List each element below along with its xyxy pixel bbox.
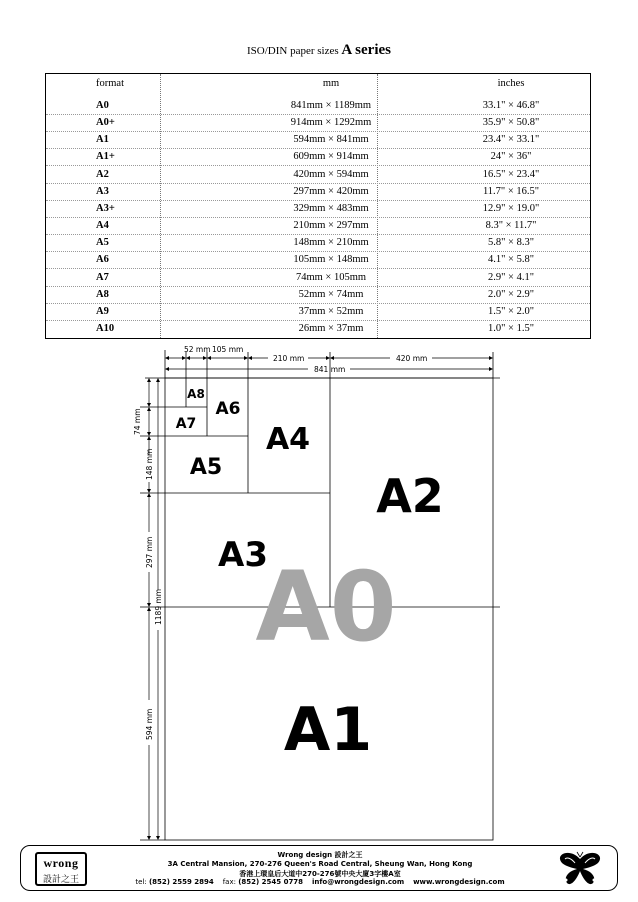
paper-size-table: [45, 73, 591, 339]
cell-format: A1+: [96, 151, 115, 163]
cell-mm: 26mm × 37mm: [298, 322, 364, 334]
label-a0: A0: [255, 551, 397, 663]
cell-mm: 52mm × 74mm: [298, 288, 364, 300]
dim-841-mm: 841 mm: [314, 365, 346, 374]
cell-format: A4: [96, 220, 109, 232]
table-header-row: [46, 74, 590, 91]
company-name: Wrong design 設計之王: [277, 851, 363, 859]
cell-format: A0+: [96, 117, 115, 129]
cell-format: A8: [96, 288, 109, 300]
cell-inches: 5.8" × 8.3": [488, 237, 534, 249]
label-a3: A3: [218, 535, 268, 575]
cell-inches: 2.9" × 4.1": [488, 271, 534, 283]
table-row: [46, 286, 590, 304]
header-inches: inches: [497, 78, 525, 89]
dim-74-mm: 74 mm: [133, 408, 142, 435]
table-row: [46, 97, 590, 115]
dim-297-mm: 297 mm: [145, 536, 154, 568]
cell-inches: 33.1" × 46.8": [482, 100, 540, 111]
cell-mm: 841mm × 1189mm: [290, 100, 372, 111]
cell-mm: 914mm × 1292mm: [290, 117, 372, 129]
cell-mm: 297mm × 420mm: [293, 185, 369, 197]
dim-105-mm: 105 mm: [212, 345, 244, 354]
cell-mm: 37mm × 52mm: [298, 305, 364, 317]
cell-mm: 594mm × 841mm: [293, 134, 369, 146]
cell-mm: 609mm × 914mm: [293, 151, 369, 163]
table-row: [46, 251, 590, 269]
table-row: [46, 234, 590, 252]
cell-inches: 1.5" × 2.0": [488, 305, 534, 317]
label-a4: A4: [265, 422, 311, 457]
table-row: [46, 183, 590, 201]
cell-inches: 11.7" × 16.5": [482, 185, 540, 197]
cell-mm: 74mm × 105mm: [295, 271, 367, 283]
website-link[interactable]: www.wrongdesign.com: [413, 878, 505, 886]
page-title: [0, 42, 638, 59]
cell-inches: 24" × 36": [490, 151, 532, 163]
cell-mm: 420mm × 594mm: [293, 168, 369, 180]
cell-format: A10: [96, 322, 115, 334]
paper-size-diagram: [0, 340, 638, 845]
label-a2: A2: [376, 469, 444, 523]
dim-594-mm: 594 mm: [145, 708, 154, 740]
cell-format: A7: [96, 271, 109, 283]
cell-inches: 35.9" × 50.8": [482, 117, 540, 129]
cell-format: A0: [96, 100, 109, 111]
fax-number: (852) 2545 0778: [238, 878, 304, 886]
dim-52-mm: 52 mm: [184, 345, 211, 354]
dim-1189-mm: 1189 mm: [154, 588, 163, 625]
tel-number: (852) 2559 2894: [148, 878, 214, 886]
header-mm: mm: [322, 78, 340, 89]
cell-format: A6: [96, 254, 109, 266]
label-a1: A1: [283, 695, 373, 765]
label-a5: A5: [189, 455, 223, 480]
table-row: [46, 200, 590, 218]
label-a7: A7: [175, 416, 197, 432]
cell-inches: 16.5" × 23.4": [482, 168, 540, 180]
cell-inches: 4.1" × 5.8": [488, 254, 534, 266]
logo-chinese: 設計之王: [42, 874, 79, 884]
table-row: [46, 114, 590, 132]
cell-mm: 329mm × 483mm: [293, 202, 369, 214]
cell-mm: 148mm × 210mm: [293, 237, 369, 249]
company-footer: [20, 845, 618, 891]
cell-mm: 105mm × 148mm: [293, 254, 369, 266]
cell-inches: 2.0" × 2.9": [488, 288, 534, 300]
label-a6: A6: [215, 399, 241, 419]
butterfly-icon: [557, 851, 603, 887]
table-row: [46, 148, 590, 166]
tel-label: tel:: [135, 878, 147, 886]
header-format: format: [96, 78, 124, 89]
title-emphasis: A series: [341, 42, 391, 58]
email-link[interactable]: info@wrongdesign.com: [311, 878, 405, 886]
cell-inches: 23.4" × 33.1": [482, 134, 540, 146]
logo-word: wrong: [43, 856, 79, 870]
table-row: [46, 166, 590, 184]
cell-format: A3: [96, 185, 109, 197]
cell-format: A2: [96, 168, 109, 180]
cell-format: A3+: [96, 202, 115, 214]
cell-format: A5: [96, 237, 109, 249]
contact-line: [21, 878, 619, 886]
table-row: [46, 131, 590, 149]
dim-420-mm: 420 mm: [396, 354, 428, 363]
dim-148-mm: 148 mm: [145, 448, 154, 480]
cell-format: A1: [96, 134, 109, 146]
table-row: [46, 303, 590, 321]
table-row: [46, 320, 590, 337]
address-chinese: 香港上環皇后大道中270-276號中央大廈3字樓A室: [239, 870, 401, 878]
cell-mm: 210mm × 297mm: [293, 220, 369, 232]
cell-inches: 8.3" × 11.7": [485, 220, 537, 232]
table-row: [46, 217, 590, 235]
label-a8: A8: [187, 387, 205, 401]
title-prefix: ISO/DIN paper sizes: [247, 45, 339, 57]
cell-inches: 12.9" × 19.0": [482, 202, 540, 214]
cell-format: A9: [96, 305, 109, 317]
cell-inches: 1.0" × 1.5": [488, 322, 534, 334]
address-english: 3A Central Mansion, 270-276 Queen's Road Central, Sheung Wan, Hong Kong: [167, 860, 473, 868]
dim-210-mm: 210 mm: [273, 354, 305, 363]
table-row: [46, 269, 590, 287]
fax-label: fax:: [222, 878, 236, 886]
